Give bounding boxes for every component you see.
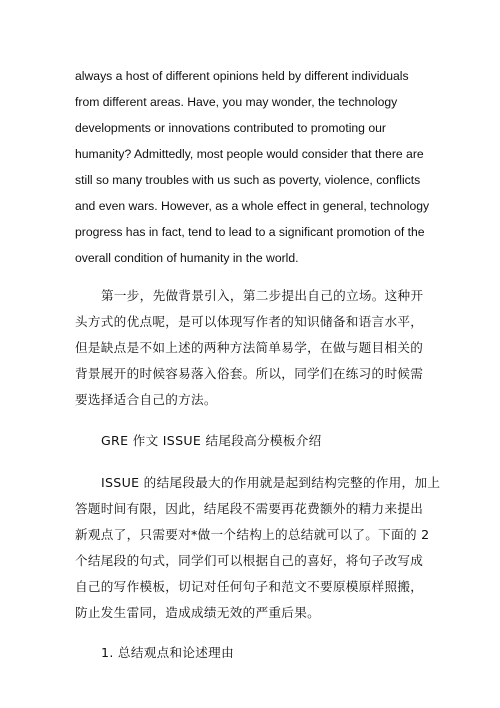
text-line: 第一步，先做背景引入，第二步提出自己的立场。这种开 bbox=[101, 288, 424, 303]
chinese-paragraph-intro bbox=[75, 283, 425, 413]
text-line: 个结尾段的句式，同学们可以根据自己的喜好，将句子改写成 bbox=[75, 553, 424, 568]
section-heading bbox=[75, 428, 425, 454]
english-paragraph bbox=[75, 63, 430, 271]
text-line: always a host of different opinions held by different individuals bbox=[75, 69, 409, 83]
text-line: 但是缺点是不如上述的两种方法简单易学，在做与题目相关的 bbox=[75, 340, 424, 355]
text-line: 背景展开的时候容易落入俗套。所以，同学们在练习的时候需 bbox=[75, 366, 424, 381]
text-line: and even wars. However, as a whole effect in general, technology bbox=[75, 199, 430, 213]
text-line: 新观点了，只需要对*做一个结构上的总结就可以了。下面的 2 bbox=[75, 527, 430, 542]
text-line: 防止发生雷同，造成成绩无效的严重后果。 bbox=[75, 605, 320, 620]
text-line: overall condition of humanity in the world. bbox=[75, 251, 299, 265]
text-line: still so many troubles with us such as poverty, violence, conflicts bbox=[75, 173, 421, 187]
chinese-paragraph-conclusion bbox=[75, 470, 441, 626]
text-line: developments or innovations contributed to promoting our bbox=[75, 121, 386, 135]
text-line: 答题时间有限，因此，结尾段不需要再花费额外的精力来提出 bbox=[75, 501, 424, 516]
text-line: progress has in fact, tend to lead to a significant promotion of the bbox=[75, 225, 425, 239]
text-line: from different areas. Have, you may wonder, the technology bbox=[75, 95, 398, 109]
text-line: 要选择适合自己的方法。 bbox=[75, 392, 217, 407]
text-line: ISSUE 的结尾段最大的作用就是起到结构完整的作用，加上 bbox=[101, 475, 441, 490]
text-line: 自己的写作模板，切记对任何句子和范文不要原模原样照搬， bbox=[75, 579, 424, 594]
numbered-list-item bbox=[75, 640, 425, 666]
text-line: humanity? Admittedly, most people would consider that there are bbox=[75, 147, 424, 161]
heading-text: GRE 作文 ISSUE 结尾段高分模板介绍 bbox=[101, 433, 322, 448]
list-item-text: 1. 总结观点和论述理由 bbox=[101, 645, 234, 660]
text-line: 头方式的优点呢，是可以体现写作者的知识储备和语言水平， bbox=[75, 314, 424, 329]
